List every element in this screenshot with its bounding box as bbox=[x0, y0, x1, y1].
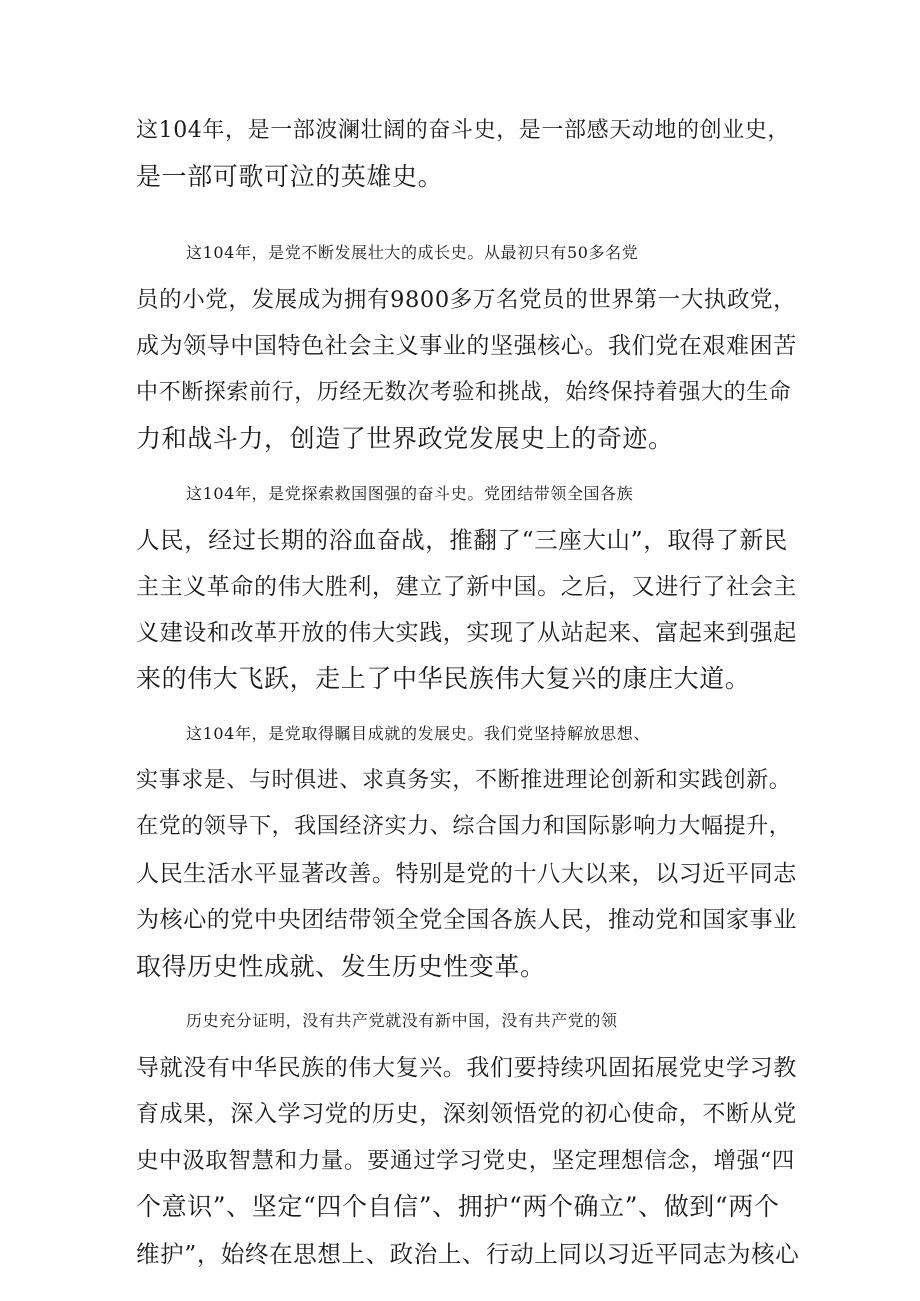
paragraph-4-line-6: 取得历史性成就、发生历史性变革。 bbox=[136, 952, 546, 981]
paragraph-2-line-2: 员的小党，发展成为拥有9800多万名党员的世界第一大执政党， bbox=[136, 287, 797, 313]
paragraph-2-line-3: 成为领导中国特色社会主义事业的坚强核心。我们党在艰难困苦 bbox=[136, 333, 797, 359]
paragraph-5-line-1: 历史充分证明，没有共产党就没有新中国，没有共产党的领 bbox=[186, 1011, 618, 1030]
paragraph-5-line-6: 维护”，始终在思想上、政治上、行动上同以习近平同志为核心 bbox=[136, 1240, 800, 1268]
paragraph-5-line-5: 个意识”、坚定“四个自信”、拥护“两个确立”、做到“两个 bbox=[136, 1192, 780, 1221]
paragraph-5-line-2: 导就没有中华民族的伟大复兴。我们要持续巩固拓展党史学习教 bbox=[136, 1055, 797, 1081]
paragraph-5-line-3: 育成果，深入学习党的历史，深刻领悟党的初心使命，不断从党 bbox=[136, 1101, 797, 1127]
paragraph-3-line-4: 义建设和改革开放的伟大实践，实现了从站起来、富起来到强起 bbox=[136, 620, 797, 646]
paragraph-3-line-2: 人民，经过长期的浴血奋战，推翻了“三座大山”，取得了新民 bbox=[136, 526, 788, 554]
paragraph-2-line-5: 力和战斗力，创造了世界政党发展史上的奇迹。 bbox=[136, 424, 674, 453]
paragraph-1-line-2: 是一部可歌可泣的英雄史。 bbox=[136, 162, 444, 191]
paragraph-2-line-1: 这104年，是党不断发展壮大的成长史。从最初只有50多名党 bbox=[186, 243, 639, 262]
paragraph-4-line-5: 为核心的党中央团结带领全党全国各族人民，推动党和国家事业 bbox=[136, 907, 797, 933]
paragraph-3-line-5: 来的伟大飞跃，走上了中华民族伟大复兴的康庄大道。 bbox=[136, 664, 751, 693]
paragraph-4-line-2: 实事求是、与时俱进、求真务实，不断推进理论创新和实践创新。 bbox=[136, 768, 792, 793]
paragraph-4-line-3: 在党的领导下，我国经济实力、综合国力和国际影响力大幅提升， bbox=[136, 814, 792, 839]
paragraph-2-line-4: 中不断探索前行，历经无数次考验和挑战，始终保持着强大的生命 bbox=[136, 380, 792, 405]
paragraph-4-line-1: 这104年，是党取得瞩目成就的发展史。我们党坚持解放思想、 bbox=[186, 724, 650, 743]
paragraph-3-line-1: 这104年，是党探索救国图强的奋斗史。党团结带领全国各族 bbox=[186, 484, 634, 503]
paragraph-5-line-4: 史中汲取智慧和力量。要通过学习党史，坚定理想信念，增强“四 bbox=[136, 1148, 795, 1174]
paragraph-1-line-1: 这104年，是一部波澜壮阔的奋斗史，是一部感天动地的创业史， bbox=[136, 118, 790, 143]
paragraph-3-line-3: 主主义革命的伟大胜利，建立了新中国。之后，又进行了社会主 bbox=[136, 574, 797, 600]
paragraph-4-line-4: 人民生活水平显著改善。特别是党的十八大以来，以习近平同志 bbox=[136, 861, 797, 887]
